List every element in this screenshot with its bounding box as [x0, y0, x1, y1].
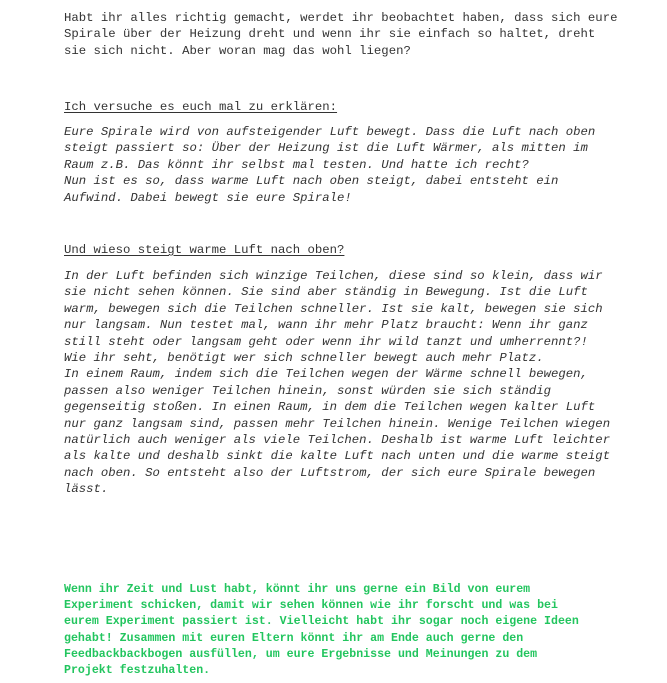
closing-paragraph: Wenn ihr Zeit und Lust habt, könnt ihr uns gerne ein Bild von eurem Experiment schicken, damit wir sehen können wie ihr forscht und was bei eurem Experiment passiert ist. Vielleicht habt ihr sogar noch eigene Ideen gehabt! Zusammen mit euren Eltern könnt ihr am Ende auch gerne den Feedbackbackbogen ausfüllen, um eure Ergebnisse und Meinungen zu dem Projekt festzuhalten.	[64, 583, 579, 678]
warm-air-paragraph: In der Luft befinden sich winzige Teilchen, diese sind so klein, dass wir sie nicht sehen können. Sie sind aber ständig in Bewegung. Ist die Luft warm, bewegen sich die Teilchen schneller. Ist sie kalt, bewegen sie sich nur langsam. Nun testet mal, wann ihr mehr Platz braucht: Wenn ihr ganz still steht oder langsam geht oder wenn ihr wild tanzt und umherrennt?! Wie ihr seht, benötigt wer sich schneller bewegt auch mehr Platz. In einem Raum, indem sich die Teilchen wegen der Wärme schnell bewegen, passen also weniger Teilchen hinein, sonst würden sie sich ständig gegenseitig stoßen. In einen Raum, in dem die Teilchen wegen kalter Luft nur ganz langsam sind, passen mehr Teilchen hinein. Wenige Teilchen wiegen natürlich auch weniger als viele Teilchen. Deshalb ist warme Luft leichter als kalte und deshalb sinkt die kalte Luft nach unten und die warme steigt nach oben. So entsteht also der Luftstrom, der sich eure Spirale bewegen lässt.	[64, 269, 611, 497]
section-heading-explanation: Ich versuche es euch mal zu erklären:	[64, 100, 338, 114]
intro-paragraph: Habt ihr alles richtig gemacht, werdet ihr beobachtet haben, dass sich eure Spirale über der Heizung dreht und wenn ihr sie einfach so haltet, dreht sie sich nicht. Aber woran mag das wohl liegen?	[64, 11, 618, 58]
explanation-paragraph: Eure Spirale wird von aufsteigender Luft bewegt. Dass die Luft nach oben steigt passiert so: Über der Heizung ist die Luft Wärmer, als mitten im Raum z.B. Das könnt ihr selbst mal testen. Und hatte ich recht? Nun ist es so, dass warme Luft nach oben steigt, dabei entsteht ein Aufwind. Dabei bewegt sie eure Spirale!	[64, 125, 596, 205]
section-heading-warm-air: Und wieso steigt warme Luft nach oben?	[64, 243, 345, 257]
